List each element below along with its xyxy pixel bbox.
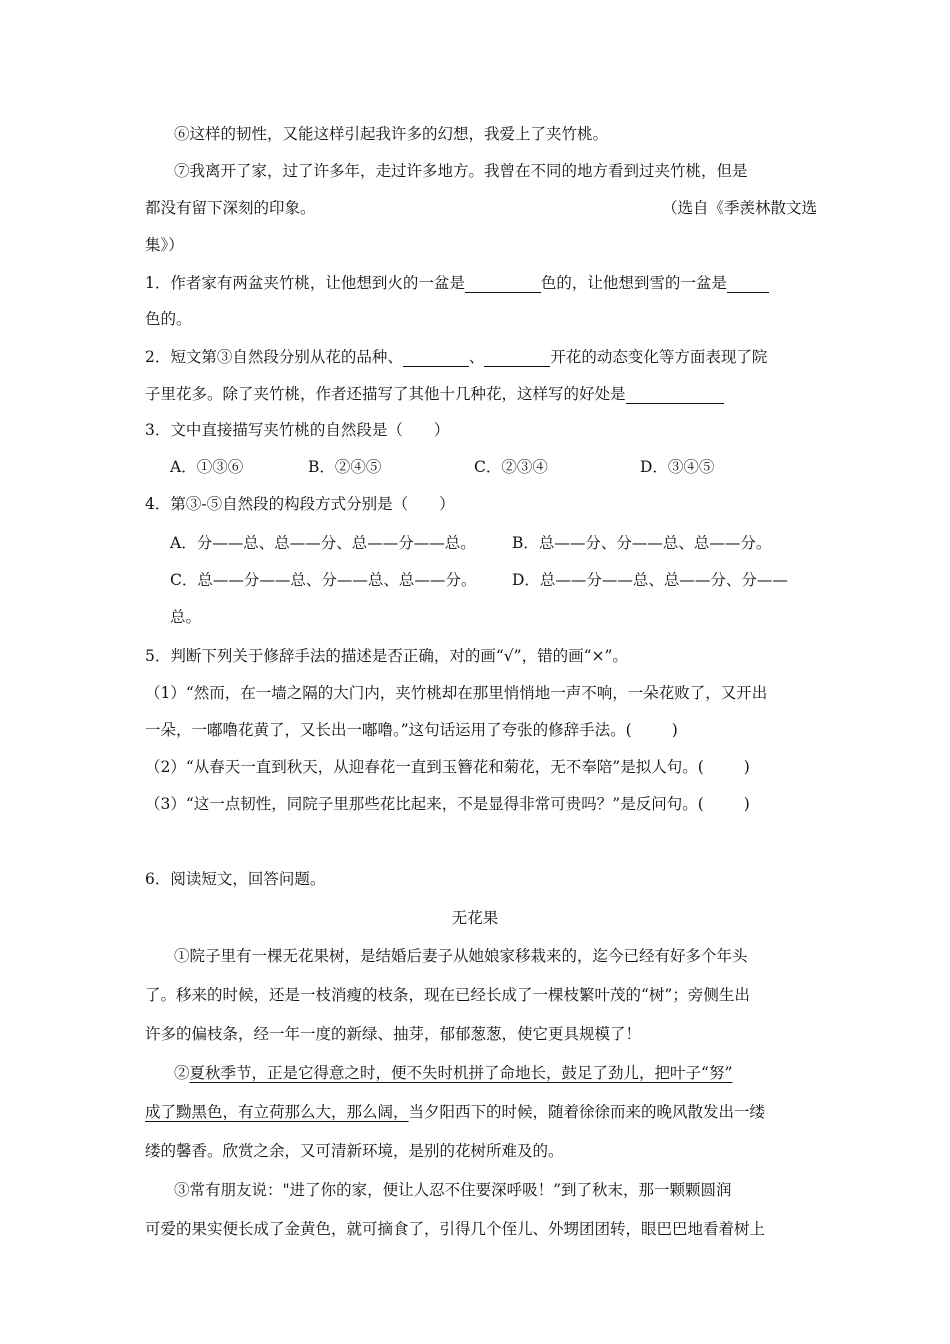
passage2-paragraph-3: ③常有朋友说："进了你的家，便让人忍不住要深呼吸！”到了秋末，那一颗颗圆润 bbox=[174, 1181, 732, 1199]
passage2-paragraph-1-cont2: 许多的偏枝条，经一年一度的新绿、抽芽，郁郁葱葱，使它更具规模了！ bbox=[145, 1025, 642, 1043]
question-1-cont: 色的。 bbox=[145, 310, 192, 328]
passage2-paragraph-1-cont: 了。移来的时候，还是一枝消瘦的枝条，现在已经长成了一棵枝繁叶茂的“树”；旁侧生出 bbox=[145, 986, 750, 1004]
question-5: 5．判断下列关于修辞手法的描述是否正确，对的画“√”，错的画“×”。 bbox=[145, 647, 628, 665]
q1-blank-fire[interactable] bbox=[465, 272, 541, 293]
q1-text-b: 色的，让他想到雪的一盆是 bbox=[540, 274, 727, 292]
q5-statement-1-cont bbox=[145, 720, 678, 740]
q5-s1-answer-box[interactable] bbox=[632, 720, 672, 740]
q5-s2-text: （2）“从春天一直到秋天，从迎春花一直到玉簪花和菊花，无不奉陪”是拟人句。( bbox=[145, 758, 704, 776]
q2-text-a: 2．短文第③自然段分别从花的品种、 bbox=[145, 348, 403, 366]
q5-s3-text: （3）“这一点韧性，同院子里那些花比起来，不是显得非常可贵吗？”是反问句。( bbox=[145, 795, 704, 813]
q1-blank-snow[interactable] bbox=[727, 272, 769, 293]
q5-s1-close: ) bbox=[671, 721, 678, 739]
p2-number: ② bbox=[174, 1064, 190, 1082]
question-4: 4．第③-⑤自然段的构段方式分别是（ ） bbox=[145, 495, 455, 513]
q3-option-c[interactable]: C．②③④ bbox=[474, 458, 548, 476]
passage-paragraph-7-cont: 都没有留下深刻的印象。 bbox=[145, 199, 316, 217]
q4-option-d-cont: 总。 bbox=[170, 608, 202, 626]
passage2-paragraph-1: ①院子里有一棵无花果树，是结婚后妻子从她娘家移栽来的，迄今已经有好多个年头 bbox=[174, 947, 748, 965]
p2-underlined-sentence: 夏秋季节，正是它得意之时，便不失时机拼了命地长，鼓足了劲儿，把叶子“努” bbox=[189, 1064, 733, 1082]
q2-text-c: 开花的动态变化等方面表现了院 bbox=[550, 348, 768, 366]
passage2-paragraph-2-cont2: 缕的馨香。欣赏之余，又可清新环境，是别的花树所难及的。 bbox=[145, 1142, 564, 1160]
q1-text-a: 1．作者家有两盆夹竹桃，让他想到火的一盆是 bbox=[145, 274, 465, 292]
question-2-cont bbox=[145, 383, 724, 404]
question-6: 6．阅读短文，回答问题。 bbox=[145, 870, 326, 888]
question-3: 3．文中直接描写夹竹桃的自然段是（ ） bbox=[145, 421, 450, 439]
p2-rest: 当夕阳西下的时候，随着徐徐而来的晚风散发出一缕 bbox=[408, 1103, 766, 1121]
q5-s3-answer-box[interactable] bbox=[704, 794, 744, 814]
q5-s2-close: ) bbox=[743, 758, 750, 776]
q4-option-b[interactable]: B．总——分、分——总、总——分。 bbox=[512, 534, 772, 552]
q5-statement-3 bbox=[145, 794, 750, 814]
passage2-paragraph-2 bbox=[174, 1063, 732, 1083]
passage-paragraph-7: ⑦我离开了家，过了许多年，走过许多地方。我曾在不同的地方看到过夹竹桃，但是 bbox=[174, 162, 748, 180]
p2-underlined-sentence-cont: 成了黝黑色，有立荷那么大，那么阔， bbox=[145, 1103, 409, 1121]
q5-s2-answer-box[interactable] bbox=[704, 757, 744, 777]
question-2 bbox=[145, 346, 767, 367]
q5-statement-1: （1）“然而，在一墙之隔的大门内，夹竹桃却在那里悄悄地一声不响，一朵花败了，又开出 bbox=[145, 684, 768, 702]
q2-blank-1[interactable] bbox=[403, 346, 469, 367]
passage-title: 无花果 bbox=[451, 909, 499, 927]
source-citation: （选自《季羡林散文选 bbox=[662, 199, 818, 217]
q5-s1-text: 一朵，一嘟噜花黄了，又长出一嘟噜。”这句话运用了夸张的修辞手法。( bbox=[145, 721, 632, 739]
passage2-paragraph-3-cont: 可爱的果实便长成了金黄色，就可摘食了，引得几个侄儿、外甥团团转，眼巴巴地看着树上 bbox=[145, 1220, 766, 1238]
q4-option-c[interactable]: C．总——分——总、分——总、总——分。 bbox=[170, 571, 477, 589]
q2-text-d: 子里花多。除了夹竹桃，作者还描写了其他十几种花，这样写的好处是 bbox=[145, 385, 626, 403]
q2-blank-2[interactable] bbox=[484, 346, 550, 367]
source-citation-cont: 集》） bbox=[145, 236, 184, 254]
question-1 bbox=[145, 272, 769, 293]
passage2-paragraph-2-cont bbox=[145, 1102, 765, 1122]
q3-option-b[interactable]: B．②④⑤ bbox=[308, 458, 382, 476]
q4-option-d[interactable]: D．总——分——总、总——分、分—— bbox=[512, 571, 788, 589]
q4-option-a[interactable]: A．分——总、总——分、总——分——总。 bbox=[170, 534, 476, 552]
q5-statement-2 bbox=[145, 757, 750, 777]
passage-paragraph-6: ⑥这样的韧性，又能这样引起我许多的幻想，我爱上了夹竹桃。 bbox=[174, 125, 609, 143]
q5-s3-close: ) bbox=[743, 795, 750, 813]
q3-option-a[interactable]: A．①③⑥ bbox=[170, 458, 244, 476]
q3-option-d[interactable]: D．③④⑤ bbox=[640, 458, 715, 476]
q2-blank-3[interactable] bbox=[626, 383, 724, 404]
q2-text-b: 、 bbox=[468, 348, 485, 366]
